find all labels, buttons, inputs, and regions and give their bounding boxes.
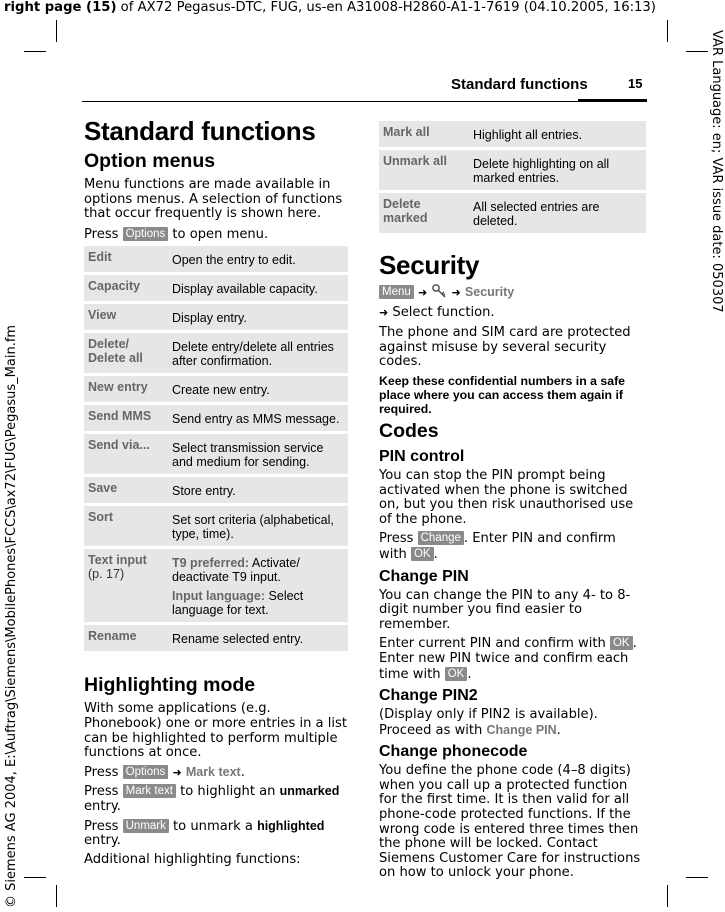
security-heading: Security [379, 250, 480, 280]
table-row: Mark all Highlight all entries. [379, 121, 646, 147]
codes-heading: Codes [379, 419, 439, 442]
table-row: Unmark all Delete highlighting on all marked entries. [379, 150, 646, 190]
crop-mark [667, 885, 668, 907]
table-row: Edit Open the entry to edit. [84, 246, 348, 272]
menu-softkey: Menu [379, 285, 414, 299]
print-header: right page (15) of AX72 Pegasus-DTC, FUG, us-en A31008-H2860-A1-1-7619 (04.10.2005, 16:13) [4, 0, 656, 15]
security-intro: The phone and SIM card are protected against misuse by several security codes. [379, 325, 631, 370]
crop-mark [686, 877, 708, 878]
table-row: Capacity Display available capacity. [84, 275, 348, 301]
change-phonecode-text: You define the phone code (4–8 digits) when you call up a protected function for the first time. It is then valid for all phone-code protected functions. If the wrong code is entered three times then the phone will be locked. Contact Siemens Customer Care for instructions on how to unlock your phone. [379, 763, 641, 881]
change-phonecode-heading: Change phonecode [379, 743, 528, 761]
table-row: New entry Create new entry. [84, 376, 348, 402]
table-row: Sort Set sort criteria (alphabetical, type, time). [84, 506, 348, 546]
running-head: Standard functions [451, 76, 588, 93]
ok-softkey: OK [445, 667, 468, 681]
press-options-line: Press Options to open menu. [84, 226, 269, 242]
security-menu-path: Menu ➜ ➜ Security [379, 283, 646, 304]
option-menus-intro: Menu functions are made available in options menus. A selection of functions that occur frequently is shown here. [84, 177, 343, 222]
change-pin2-text: (Display only if PIN2 is available). Proceed as with Change PIN. [379, 707, 598, 738]
highlight-functions-table [379, 118, 646, 236]
pin-control-heading: PIN control [379, 447, 465, 465]
table-row: Delete/ Delete all Delete entry/delete all entries after confirmation. [84, 333, 348, 373]
key-icon [431, 283, 447, 304]
press-mark-line: Press Mark text to highlight an unmarked entry. [84, 784, 340, 814]
change-softkey: Change [418, 531, 464, 545]
crop-mark [686, 51, 708, 52]
change-pin-heading: Change PIN [379, 567, 469, 585]
option-menu-table [84, 243, 348, 654]
right-column [379, 118, 646, 881]
additional-functions-line: Additional highlighting functions: [84, 851, 301, 867]
highlighting-intro: With some applications (e.g. Phonebook) one or more entries in a list can be highlighted to perform multiple functions at once. [84, 701, 347, 761]
page-number: 15 [628, 76, 643, 91]
options-softkey: Options [123, 227, 169, 241]
crop-mark [24, 51, 46, 52]
table-row: Send via... Select transmission service and medium for sending. [84, 434, 348, 474]
change-pin-text: You can change the PIN to any 4- to 8-digit number you find easier to remember. [379, 587, 631, 632]
option-menus-heading: Option menus [84, 150, 216, 172]
arrow-right-icon: ➜ [417, 286, 428, 299]
security-warning: Keep these confidential numbers in a safe place where you can access them again if required. [379, 373, 626, 416]
arrow-right-icon: ➜ [451, 286, 461, 299]
side-note-left: © Siemens AG 2004, E:\Auftrag\Siemens\MobilePhones\FCCS\ax72\FUG\Pegasus_Main.fm [4, 324, 19, 908]
press-mark-text-line: Press Options ➜ Mark text. [84, 764, 245, 780]
page-title: Standard functions [84, 116, 316, 146]
mark-text-softkey: Mark text [123, 784, 176, 798]
press-unmark-line: Press Unmark to unmark a highlighted entry. [84, 818, 325, 849]
ok-softkey: OK [411, 547, 434, 561]
crop-mark [24, 877, 46, 878]
options-softkey: Options [123, 765, 169, 779]
table-row: Delete marked All selected entries are deleted. [379, 193, 646, 233]
crop-mark [56, 20, 57, 42]
change-pin2-heading: Change PIN2 [379, 687, 478, 705]
highlighting-heading: Highlighting mode [84, 674, 256, 697]
select-function-line: ➜ Select function. [379, 304, 495, 320]
ok-softkey: OK [610, 636, 633, 650]
crop-mark [56, 885, 57, 907]
header-rule [82, 101, 647, 102]
change-pin-steps: Enter current PIN and confirm with OK . Enter new PIN twice and confirm each time with OK . [379, 636, 637, 682]
arrow-right-icon: ➜ [379, 305, 389, 319]
pin-control-press: Press Change . Enter PIN and confirm with OK . [379, 531, 616, 562]
table-row: Send MMS Send entry as MMS message. [84, 405, 348, 431]
table-row: Save Store entry. [84, 477, 348, 503]
crop-mark [667, 20, 668, 42]
unmark-softkey: Unmark [123, 819, 169, 833]
pin-control-text: You can stop the PIN prompt being activated when the phone is switched on, but you then risk unauthorised use of the phone. [379, 467, 634, 527]
left-column [84, 116, 348, 867]
header-rule-thick [578, 99, 647, 102]
table-row: Rename Rename selected entry. [84, 625, 348, 651]
table-row: View Display entry. [84, 304, 348, 330]
arrow-right-icon: ➜ [172, 765, 182, 779]
table-row: Text input (p. 17) T9 preferred: Activate/ deactivate T9 input. Input language: Select language for text. [84, 549, 348, 622]
side-note-right: VAR Language: en; VAR issue date: 050307 [709, 30, 724, 313]
